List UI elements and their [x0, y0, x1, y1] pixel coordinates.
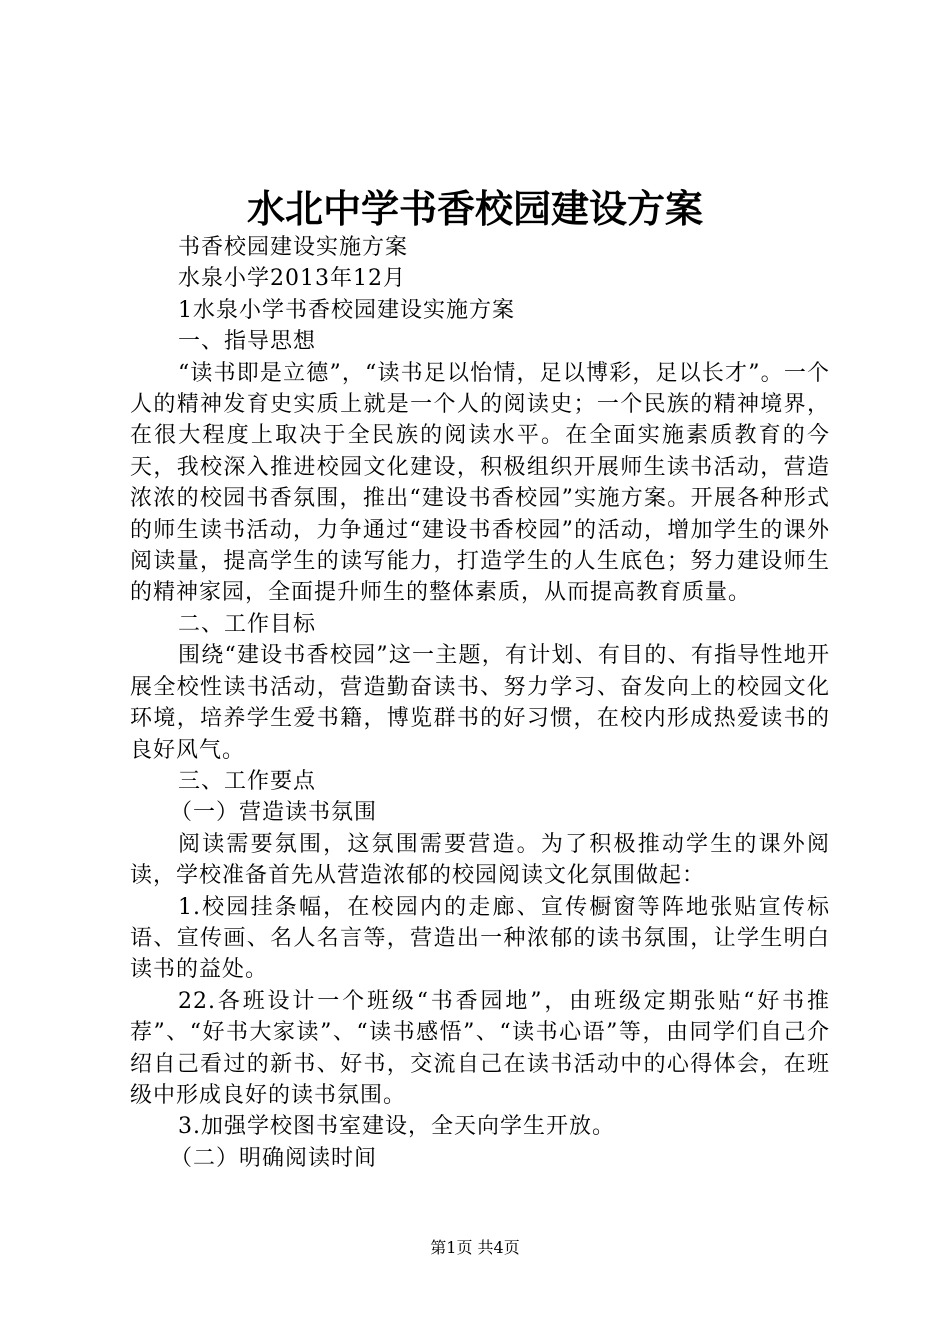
- section-heading-work-goals: 二、工作目标: [178, 611, 317, 637]
- paragraph-school-date: 水泉小学2013年12月: [178, 266, 406, 292]
- paragraph-atmosphere: 阅读需要氛围，这氛围需要营造。为了积极推动学生的课外阅读，学校准备首先从营造浓郁的校园阅读文化氛围做起：: [130, 831, 830, 889]
- list-item-class-corner: 22.各班设计一个班级“书香园地”，由班级定期张贴“好书推荐”、“好书大家读”、“读书感悟”、“读书心语”等，由同学们自己介绍自己看过的新书、好书，交流自己在读书活动中的心得体会，在班级中形成良好的读书氛围。: [130, 988, 830, 1108]
- paragraph-guiding-thought: “读书即是立德”，“读书足以怡情，足以博彩，足以长才”。一个人的精神发育史实质上就是一个人的阅读史；一个民族的精神境界，在很大程度上取决于全民族的阅读水平。在全面实施素质教育的今天，我校深入推进校园文化建设，积极组织开展师生读书活动，营造浓浓的校园书香氛围，推出“建设书香校园”实施方案。开展各种形式的师生读书活动，力争通过“建设书香校园”的活动，增加学生的课外阅读量，提高学生的读写能力，打造学生的人生底色；努力建设师生的精神家园，全面提升师生的整体素质，从而提高教育质量。: [130, 360, 830, 606]
- list-item-banners: 1.校园挂条幅，在校园内的走廊、宣传橱窗等阵地张贴宣传标语、宣传画、名人名言等，营造出一种浓郁的读书氛围，让学生明白读书的益处。: [130, 894, 830, 983]
- section-heading-work-points: 三、工作要点: [178, 768, 317, 794]
- paragraph-plan-heading: 1水泉小学书香校园建设实施方案: [178, 297, 515, 323]
- paragraph-work-goals: 围绕“建设书香校园”这一主题，有计划、有目的、有指导性地开展全校性读书活动，营造勤奋读书、努力学习、奋发向上的校园文化环境，培养学生爱书籍，博览群书的好习惯，在校内形成热爱读书的良好风气。: [130, 643, 830, 763]
- subsection-heading-reading-time: （二）明确阅读时间: [170, 1145, 378, 1171]
- paragraph-plan-title: 书香校园建设实施方案: [178, 235, 409, 260]
- page-footer: 第1页 共4页: [430, 1238, 520, 1257]
- list-item-library: 3.加强学校图书室建设，全天向学生开放。: [178, 1114, 615, 1140]
- section-heading-guiding-thought: 一、指导思想: [178, 329, 317, 355]
- document-body: [130, 232, 830, 1174]
- document-title: 水北中学书香校园建设方案: [246, 186, 703, 231]
- subsection-heading-atmosphere: （一）营造读书氛围: [170, 800, 378, 826]
